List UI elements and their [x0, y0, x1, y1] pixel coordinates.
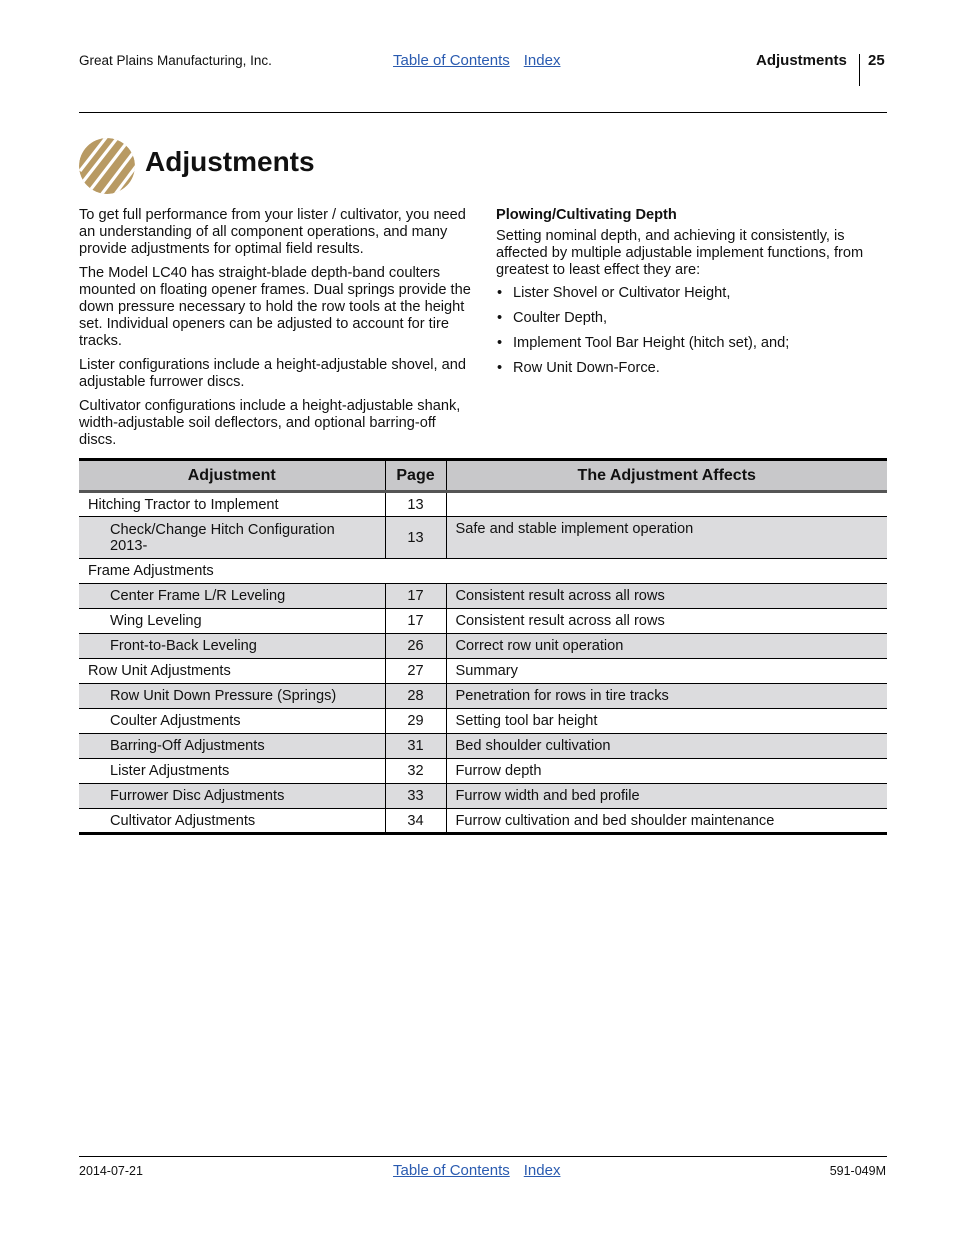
table-row: [79, 634, 887, 659]
page-cell[interactable]: 34: [385, 809, 446, 834]
affects-cell: Furrow depth: [446, 759, 887, 784]
header-adjustment: Adjustment: [79, 460, 385, 492]
intro-paragraph: The Model LC40 has straight-blade depth-band coulters mounted on floating opener frames. Dual springs provide the down pressure necessary to hold the row tools at the height set. Individual openers can be adjusted to account for tire tracks.: [79, 265, 471, 349]
header-links: [393, 52, 574, 69]
table-row: [79, 517, 887, 559]
adjustment-cell: Frame Adjustments: [79, 559, 887, 584]
affects-cell: Bed shoulder cultivation: [446, 734, 887, 759]
adjustment-cell: Row Unit Adjustments: [79, 659, 385, 684]
affects-cell: Consistent result across all rows: [446, 609, 887, 634]
header-index-link[interactable]: Index: [523, 52, 561, 69]
header-section: Adjustments: [756, 52, 847, 69]
table-row: [79, 709, 887, 734]
table-row: [79, 492, 887, 517]
adjustment-cell: Check/Change Hitch Configuration 2013-: [79, 517, 385, 559]
table-row: [79, 759, 887, 784]
page-cell[interactable]: 31: [385, 734, 446, 759]
header-affects: The Adjustment Affects: [446, 460, 887, 492]
footer-toc-link[interactable]: Table of Contents: [393, 1162, 510, 1179]
table-row: [79, 809, 887, 834]
header-page-number: 25: [868, 52, 885, 69]
page-cell[interactable]: 13: [385, 492, 446, 517]
depth-list-item: • Lister Shovel or Cultivator Height,: [496, 285, 891, 302]
footer-rule: [79, 1156, 887, 1157]
page-cell[interactable]: 27: [385, 659, 446, 684]
affects-cell: Consistent result across all rows: [446, 584, 887, 609]
depth-text: Setting nominal depth, and achieving it consistently, is affected by multiple adjustable implement functions, from greatest to least effect they are:: [496, 228, 864, 278]
section-logo-icon: [78, 137, 136, 195]
adjustment-cell: Barring-Off Adjustments: [79, 734, 385, 759]
affects-cell: Furrow cultivation and bed shoulder maintenance: [455, 812, 775, 829]
adjustment-cell: Center Frame L/R Leveling: [79, 584, 385, 609]
header-toc-link[interactable]: Table of Contents: [393, 52, 510, 69]
affects-cell: Setting tool bar height: [446, 709, 887, 734]
page-cell[interactable]: 29: [385, 709, 446, 734]
footer-index-link[interactable]: Index: [523, 1162, 561, 1179]
page-cell[interactable]: 32: [385, 759, 446, 784]
header-rule: [79, 112, 887, 113]
depth-list: [496, 285, 891, 377]
depth-list-item: • Coulter Depth,: [496, 310, 891, 327]
affects-cell: Safe and stable implement operation: [446, 517, 887, 559]
adjustment-cell: Hitching Tractor to Implement: [79, 492, 385, 517]
affects-cell: [446, 492, 887, 517]
header-company: Great Plains Manufacturing, Inc.: [79, 53, 272, 68]
intro-paragraph: Lister configurations include a height-adjustable shovel, and adjustable furrower discs.: [79, 357, 466, 390]
adjustment-cell: Wing Leveling: [79, 609, 385, 634]
page-cell[interactable]: 17: [385, 609, 446, 634]
footer-links: [393, 1162, 574, 1179]
depth-list-item: • Implement Tool Bar Height (hitch set), and;: [496, 335, 891, 352]
intro-paragraph: Cultivator configurations include a height-adjustable shank, width-adjustable soil deflectors, and optional barring-off discs.: [79, 398, 461, 448]
header-page: Page: [385, 460, 446, 492]
adjustment-cell: Row Unit Down Pressure (Springs): [79, 684, 385, 709]
affects-cell: Correct row unit operation: [446, 634, 887, 659]
footer-doc-number: 591-049M: [829, 1164, 886, 1178]
table-row: [79, 784, 887, 809]
adjustment-cell: Coulter Adjustments: [79, 709, 385, 734]
table-row: [79, 684, 887, 709]
page-cell[interactable]: 13: [385, 517, 446, 559]
table-row: [79, 559, 887, 584]
depth-heading: Plowing/Cultivating Depth: [496, 207, 677, 223]
page-cell[interactable]: 33: [385, 784, 446, 809]
adjustment-cell: Furrower Disc Adjustments: [79, 784, 385, 809]
footer-date: 2014-07-21: [79, 1164, 143, 1178]
adjustment-cell: Cultivator Adjustments: [79, 809, 385, 834]
depth-column: [496, 207, 891, 385]
adjustment-cell: Lister Adjustments: [79, 759, 385, 784]
page-title: Adjustments: [145, 146, 315, 177]
intro-paragraph: To get full performance from your lister / cultivator, you need an understanding of all component operations, and many provide adjustments for optimal field results.: [79, 207, 466, 257]
header-divider: [859, 54, 860, 86]
affects-cell: Furrow width and bed profile: [446, 784, 887, 809]
page-cell[interactable]: 28: [385, 684, 446, 709]
page-cell[interactable]: 26: [385, 634, 446, 659]
adjustment-cell: Front-to-Back Leveling: [79, 634, 385, 659]
adjustments-table: [79, 458, 887, 835]
intro-column: [79, 207, 471, 456]
affects-cell: Summary: [446, 659, 887, 684]
table-row: [79, 659, 887, 684]
depth-list-item: • Row Unit Down-Force.: [496, 360, 891, 377]
page-cell[interactable]: 17: [385, 584, 446, 609]
table-row: [79, 584, 887, 609]
affects-cell: Penetration for rows in tire tracks: [446, 684, 887, 709]
table-row: [79, 734, 887, 759]
table-header-row: [79, 460, 887, 492]
table-row: [79, 609, 887, 634]
